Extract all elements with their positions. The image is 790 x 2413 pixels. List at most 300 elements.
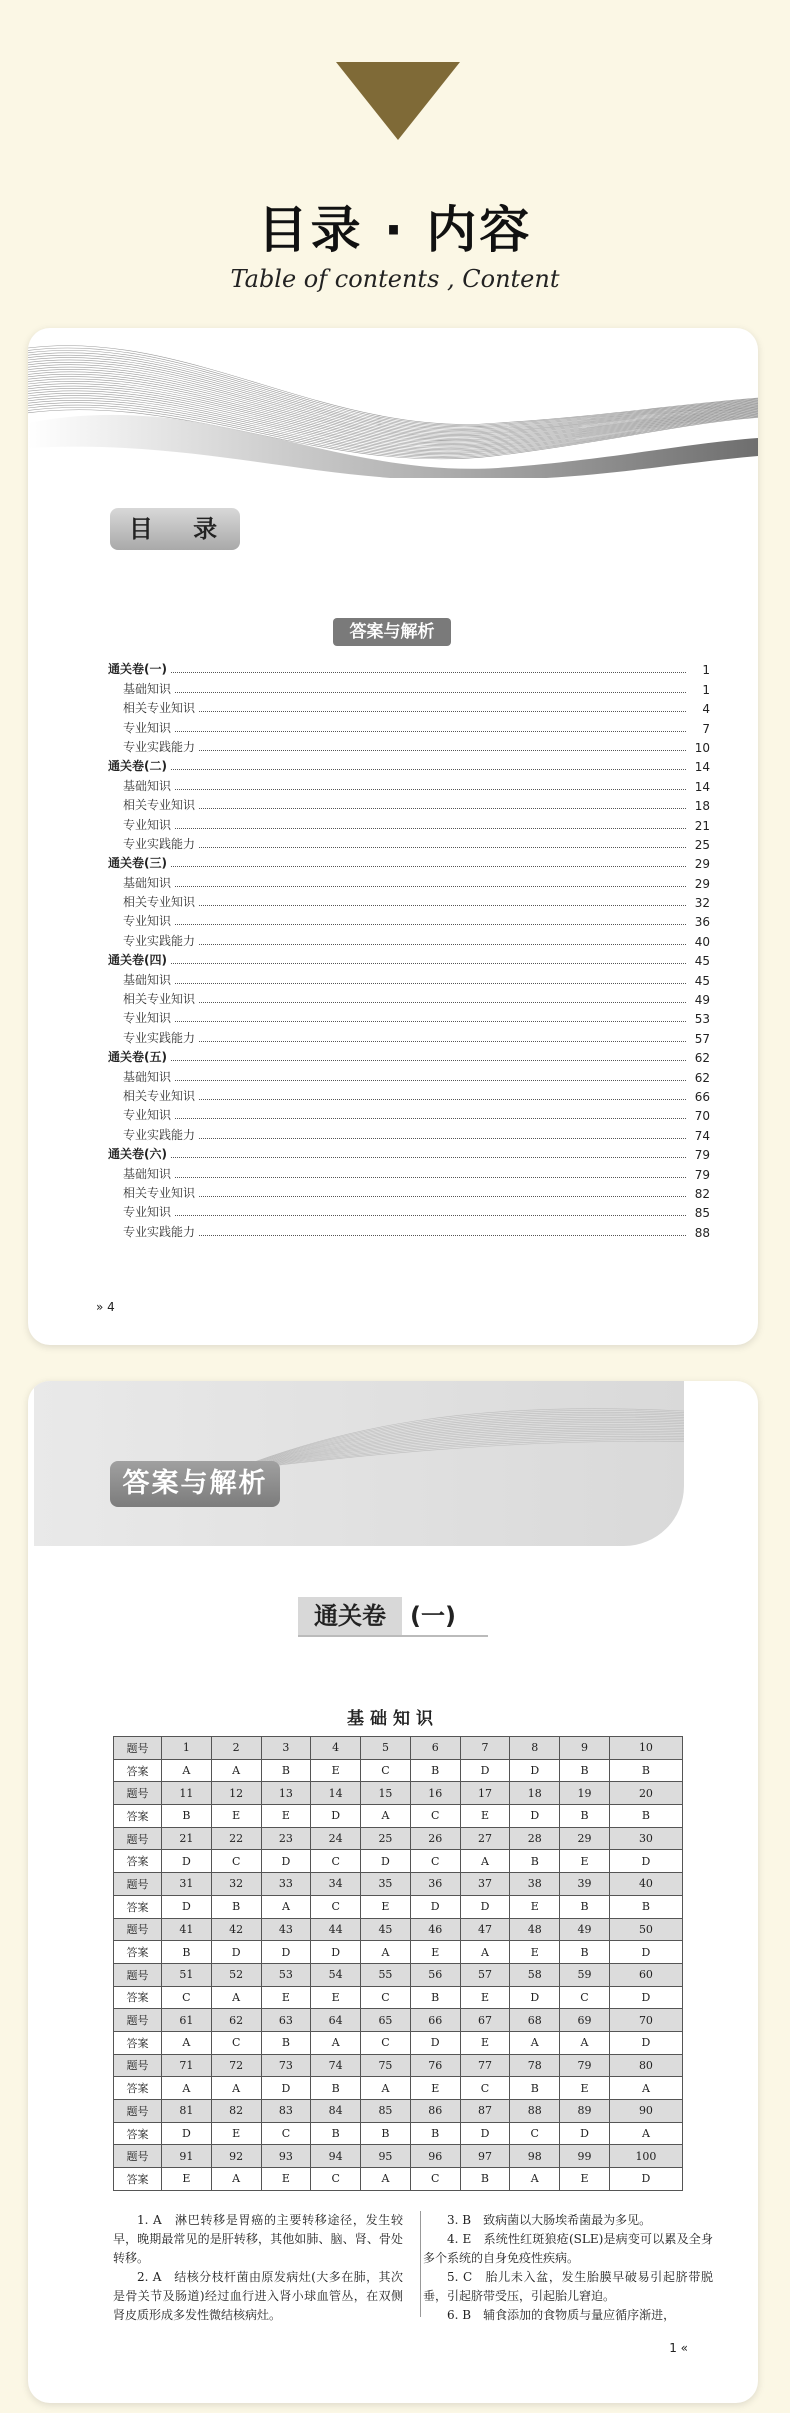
toc-entry-label: 相关专业知识 [123,1088,196,1103]
question-number-cell: 66 [410,2009,460,2032]
toc-list [108,658,710,1240]
question-number-cell: 17 [460,1782,510,1805]
answer-cell: D [609,1941,682,1964]
question-number-cell: 55 [361,1963,411,1986]
answer-cell: A [211,2168,261,2191]
toc-entry-page: 14 [694,779,710,794]
answer-cell: C [510,2122,560,2145]
answer-cell: A [211,1759,261,1782]
toc-entry[interactable] [108,774,710,793]
toc-leader-dots [199,711,686,712]
toc-entry[interactable] [108,968,710,987]
toc-entry-page: 45 [694,954,710,969]
question-number-cell: 72 [211,2054,261,2077]
question-number-cell: 99 [560,2145,610,2168]
answer-cell: E [560,2168,610,2191]
question-number-cell: 41 [162,1918,212,1941]
answer-cell: A [510,2031,560,2054]
question-number-cell: 76 [410,2054,460,2077]
answer-cell: C [460,2077,510,2100]
toc-leader-dots [175,828,686,829]
toc-heading-pill: 目 录 [110,508,240,550]
toc-leader-dots [199,1138,686,1139]
answer-cell: C [560,1986,610,2009]
question-number-cell: 77 [460,2054,510,2077]
answer-cell: E [361,1895,411,1918]
toc-entry[interactable] [108,1104,710,1123]
explanation-paragraph: 2. A 结核分枝杆菌由原发病灶(大多在肺，其次是骨关节及肠道)经过血行进入肾小球血管丛，在双侧肾皮质形成多发性微结核病灶。 [113,2270,403,2322]
row-label: 答案 [114,1986,162,2009]
question-number-cell: 53 [261,1963,311,1986]
answer-cell: B [609,1895,682,1918]
answer-cell: B [609,1759,682,1782]
decorative-triangle [336,62,460,140]
toc-entry[interactable] [108,736,710,755]
answer-cell: A [311,2031,361,2054]
question-number-cell: 11 [162,1782,212,1805]
answer-cell: D [162,1895,212,1918]
toc-entry[interactable] [108,658,710,677]
answer-cell: A [460,1850,510,1873]
toc-entry-label: 通关卷(六) [108,1147,167,1162]
question-number-cell: 73 [261,2054,311,2077]
answer-row [114,2122,683,2145]
answer-cell: A [609,2122,682,2145]
toc-entry[interactable] [108,1123,710,1142]
answer-row [114,2077,683,2100]
row-label: 题号 [114,1737,162,1760]
toc-page-card [28,328,758,1345]
toc-entry-label: 专业知识 [123,1108,172,1123]
question-number-cell: 19 [560,1782,610,1805]
question-number-row [114,1827,683,1850]
answer-cell: B [560,1759,610,1782]
question-number-cell: 25 [361,1827,411,1850]
question-number-cell: 31 [162,1873,212,1896]
answer-cell: C [162,1986,212,2009]
question-number-cell: 87 [460,2100,510,2123]
row-label: 题号 [114,1963,162,1986]
toc-entry[interactable] [108,1007,710,1026]
question-number-cell: 30 [609,1827,682,1850]
question-number-cell: 50 [609,1918,682,1941]
explanation-paragraph: 5. C 胎儿未入盆，发生胎膜早破易引起脐带脱垂，引起脐带受压，引起胎儿窘迫。 [423,2270,713,2303]
toc-entry-label: 通关卷(三) [108,856,167,871]
toc-entry-label: 相关专业知识 [123,798,196,813]
page-subtitle: Table of contents , Content [230,265,560,293]
question-number-cell: 82 [211,2100,261,2123]
row-label: 答案 [114,1941,162,1964]
question-number-cell: 12 [211,1782,261,1805]
row-label: 题号 [114,1827,162,1850]
answer-cell: A [162,1759,212,1782]
question-number-cell: 65 [361,2009,411,2032]
answer-cell: D [510,1986,560,2009]
toc-leader-dots [199,847,686,848]
answer-page-number: 1 [669,2341,677,2355]
toc-entry-label: 通关卷(四) [108,953,167,968]
answer-cell: E [162,2168,212,2191]
question-number-cell: 97 [460,2145,510,2168]
question-number-cell: 63 [261,2009,311,2032]
row-label: 答案 [114,1895,162,1918]
question-number-cell: 86 [410,2100,460,2123]
answer-cell: A [460,1941,510,1964]
question-number-cell: 16 [410,1782,460,1805]
question-number-cell: 13 [261,1782,311,1805]
question-number-cell: 42 [211,1918,261,1941]
toc-entry[interactable] [108,1182,710,1201]
toc-leader-dots [171,769,686,770]
toc-entry-label: 基础知识 [123,681,172,696]
answer-row [114,2031,683,2054]
page-title: 目录 · 内容 [257,201,533,259]
notes-left-column [113,2211,403,2325]
answer-row [114,1850,683,1873]
answer-cell: D [311,1941,361,1964]
row-label: 题号 [114,2009,162,2032]
toc-entry[interactable] [108,697,710,716]
toc-entry[interactable] [108,677,710,696]
answer-cell: B [162,1805,212,1828]
question-number-cell: 8 [510,1737,560,1760]
answer-cell: E [311,1759,361,1782]
question-number-row [114,1873,683,1896]
toc-leader-dots [171,1157,686,1158]
answer-cell: E [560,2077,610,2100]
row-label: 答案 [114,2122,162,2145]
toc-entry-page: 1 [702,663,710,678]
answer-cell: A [361,1805,411,1828]
toc-entry-label: 基础知识 [123,875,172,890]
toc-leader-dots [199,1002,686,1003]
question-number-cell: 51 [162,1963,212,1986]
toc-entry-page: 32 [694,896,710,911]
toc-entry[interactable] [108,891,710,910]
row-label: 答案 [114,2077,162,2100]
toc-leader-dots [175,1215,686,1216]
toc-entry-label: 基础知识 [123,778,172,793]
question-number-cell: 69 [560,2009,610,2032]
answer-cell: E [211,2122,261,2145]
toc-entry[interactable] [108,852,710,871]
toc-entry-label: 相关专业知识 [123,701,196,716]
toc-leader-dots [199,905,686,906]
toc-entry-page: 18 [694,799,710,814]
toc-leader-dots [175,731,686,732]
question-number-cell: 6 [410,1737,460,1760]
toc-entry[interactable] [108,1143,710,1162]
toc-entry[interactable] [108,910,710,929]
question-number-cell: 90 [609,2100,682,2123]
answer-cell: E [510,1941,560,1964]
question-number-cell: 98 [510,2145,560,2168]
toc-entry-label: 专业知识 [123,1205,172,1220]
question-number-cell: 52 [211,1963,261,1986]
question-number-cell: 85 [361,2100,411,2123]
answer-row [114,1986,683,2009]
answer-heading-pill: 答案与解析 [110,1461,280,1507]
answer-cell: B [311,2122,361,2145]
toc-entry[interactable] [108,1201,710,1220]
answer-cell: D [211,1941,261,1964]
toc-entry-page: 1 [702,682,710,697]
question-number-row [114,1737,683,1760]
answer-cell: A [361,1941,411,1964]
question-number-cell: 27 [460,1827,510,1850]
toc-entry-page: 29 [694,876,710,891]
answer-cell: B [560,1941,610,1964]
question-number-cell: 45 [361,1918,411,1941]
toc-entry-page: 79 [694,1167,710,1182]
question-number-cell: 21 [162,1827,212,1850]
row-label: 题号 [114,1918,162,1941]
question-number-row [114,2009,683,2032]
question-number-cell: 78 [510,2054,560,2077]
toc-entry-label: 基础知识 [123,1166,172,1181]
question-number-cell: 4 [311,1737,361,1760]
toc-entry-page: 82 [694,1186,710,1201]
question-number-cell: 83 [261,2100,311,2123]
toc-entry-label: 专业实践能力 [123,933,196,948]
explanation-paragraph: 6. B 辅食添加的食物质与量应循序渐进， [447,2308,676,2322]
answer-cell: C [311,1850,361,1873]
answer-cell: E [311,1986,361,2009]
toc-entry[interactable] [108,1046,710,1065]
answer-row [114,1895,683,1918]
row-label: 题号 [114,1873,162,1896]
answer-cell: E [261,1986,311,2009]
question-number-cell: 48 [510,1918,560,1941]
question-number-cell: 29 [560,1827,610,1850]
toc-leader-dots [175,1021,686,1022]
answer-cell: B [211,1895,261,1918]
answer-cell: B [410,2122,460,2145]
question-number-cell: 94 [311,2145,361,2168]
toc-entry-page: 62 [694,1051,710,1066]
answer-cell: E [410,2077,460,2100]
answer-row [114,1805,683,1828]
question-number-cell: 1 [162,1737,212,1760]
answer-cell: C [410,1850,460,1873]
question-number-row [114,2100,683,2123]
question-number-cell: 39 [560,1873,610,1896]
toc-entry-label: 专业实践能力 [123,836,196,851]
question-number-cell: 24 [311,1827,361,1850]
question-number-cell: 64 [311,2009,361,2032]
question-number-cell: 18 [510,1782,560,1805]
toc-entry-page: 14 [694,760,710,775]
toc-section-title: 答案与解析 [333,618,451,646]
toc-entry[interactable] [108,949,710,968]
toc-leader-dots [199,944,686,945]
answer-cell: A [361,2077,411,2100]
toc-entry[interactable] [108,1026,710,1045]
answer-cell: B [510,1850,560,1873]
toc-entry[interactable] [108,833,710,852]
toc-entry-label: 专业知识 [123,817,172,832]
wave-decoration [28,328,758,478]
toc-leader-dots [175,924,686,925]
toc-leader-dots [175,789,686,790]
question-number-cell: 89 [560,2100,610,2123]
answer-cell: D [510,1805,560,1828]
answer-cell: D [609,2168,682,2191]
column-divider [420,2211,421,2317]
question-number-cell: 100 [609,2145,682,2168]
answer-cell: B [410,1759,460,1782]
toc-entry-page: 62 [694,1070,710,1085]
row-label: 答案 [114,2168,162,2191]
toc-leader-dots [175,1177,686,1178]
question-number-cell: 91 [162,2145,212,2168]
toc-entry-page: 57 [694,1031,710,1046]
toc-entry-label: 专业知识 [123,1011,172,1026]
question-number-cell: 46 [410,1918,460,1941]
answer-cell: B [560,1895,610,1918]
answer-cell: C [211,1850,261,1873]
answer-cell: B [261,2031,311,2054]
toc-entry-page: 74 [694,1128,710,1143]
question-number-cell: 44 [311,1918,361,1941]
question-number-cell: 28 [510,1827,560,1850]
toc-entry-page: 36 [694,915,710,930]
question-number-cell: 74 [311,2054,361,2077]
answer-table [113,1736,683,2191]
question-number-cell: 36 [410,1873,460,1896]
answer-cell: B [460,2168,510,2191]
answer-cell: D [460,1759,510,1782]
toc-entry-page: 4 [702,702,710,717]
toc-entry[interactable] [108,1085,710,1104]
question-number-cell: 23 [261,1827,311,1850]
answer-cell: E [510,1895,560,1918]
question-number-row [114,2145,683,2168]
toc-entry-page: 88 [694,1225,710,1240]
answer-cell: B [162,1941,212,1964]
answer-cell: C [311,2168,361,2191]
toc-entry-page: 7 [702,721,710,736]
row-label: 题号 [114,2145,162,2168]
toc-entry-page: 10 [694,740,710,755]
answer-cell: E [211,1805,261,1828]
question-number-cell: 40 [609,1873,682,1896]
question-number-cell: 15 [361,1782,411,1805]
answer-cell: D [510,1759,560,1782]
row-label: 答案 [114,1850,162,1873]
answer-cell: C [410,1805,460,1828]
answer-cell: D [162,1850,212,1873]
toc-entry-page: 49 [694,993,710,1008]
answer-cell: B [311,2077,361,2100]
question-number-cell: 56 [410,1963,460,1986]
answer-cell: C [361,2031,411,2054]
answer-cell: C [361,1986,411,2009]
toc-entry-page: 53 [694,1012,710,1027]
answer-row [114,1759,683,1782]
question-number-cell: 58 [510,1963,560,1986]
answer-cell: B [410,1986,460,2009]
toc-entry-page: 29 [694,857,710,872]
toc-entry[interactable] [108,813,710,832]
answer-cell: E [410,1941,460,1964]
toc-leader-dots [175,692,686,693]
question-number-cell: 95 [361,2145,411,2168]
answer-cell: A [211,2077,261,2100]
question-number-cell: 59 [560,1963,610,1986]
toc-entry[interactable] [108,1220,710,1239]
toc-entry-label: 相关专业知识 [123,895,196,910]
row-label: 答案 [114,1805,162,1828]
double-chevron-icon: » [96,1300,104,1314]
toc-leader-dots [175,886,686,887]
toc-leader-dots [171,963,686,964]
toc-entry[interactable] [108,794,710,813]
question-number-cell: 47 [460,1918,510,1941]
answer-page-footer [669,2341,688,2355]
answer-cell: D [162,2122,212,2145]
answer-cell: A [211,1986,261,2009]
toc-entry[interactable] [108,1162,710,1181]
explanation-paragraph: 1. A 淋巴转移是胃癌的主要转移途径，发生较早，晚期最常见的是肝转移，其他如肺、脑、肾、骨处转移。 [113,2213,403,2265]
toc-entry[interactable] [108,716,710,735]
toc-entry-page: 40 [694,934,710,949]
question-number-cell: 84 [311,2100,361,2123]
toc-entry-page: 66 [694,1089,710,1104]
answer-cell: D [311,1805,361,1828]
answer-cell: C [361,1759,411,1782]
question-number-cell: 37 [460,1873,510,1896]
toc-entry-page: 79 [694,1148,710,1163]
row-label: 答案 [114,2031,162,2054]
question-number-cell: 80 [609,2054,682,2077]
toc-entry[interactable] [108,929,710,948]
toc-entry-page: 70 [694,1109,710,1124]
toc-entry[interactable] [108,988,710,1007]
answer-cell: D [609,2031,682,2054]
answer-cell: D [609,1850,682,1873]
question-number-cell: 26 [410,1827,460,1850]
toc-entry[interactable] [108,871,710,890]
toc-entry-page: 45 [694,973,710,988]
toc-entry[interactable] [108,1065,710,1084]
question-number-cell: 49 [560,1918,610,1941]
question-number-cell: 93 [261,2145,311,2168]
question-number-cell: 7 [460,1737,510,1760]
answer-row [114,1941,683,1964]
toc-entry-label: 基础知识 [123,1069,172,1084]
answer-cell: D [460,2122,510,2145]
answer-cell: B [510,2077,560,2100]
question-number-cell: 9 [560,1737,610,1760]
answer-cell: E [460,1986,510,2009]
toc-entry[interactable] [108,755,710,774]
answer-cell: B [361,2122,411,2145]
toc-entry-label: 通关卷(一) [108,662,167,677]
answer-cell: E [261,1805,311,1828]
answer-cell: A [162,2077,212,2100]
answer-cell: A [162,2031,212,2054]
question-number-cell: 14 [311,1782,361,1805]
toc-entry-page: 85 [694,1206,710,1221]
question-number-cell: 2 [211,1737,261,1760]
question-number-cell: 75 [361,2054,411,2077]
answer-page-card [28,1381,758,2403]
toc-entry-label: 专业实践能力 [123,739,196,754]
answer-cell: D [261,1850,311,1873]
toc-leader-dots [199,1235,686,1236]
question-number-cell: 96 [410,2145,460,2168]
